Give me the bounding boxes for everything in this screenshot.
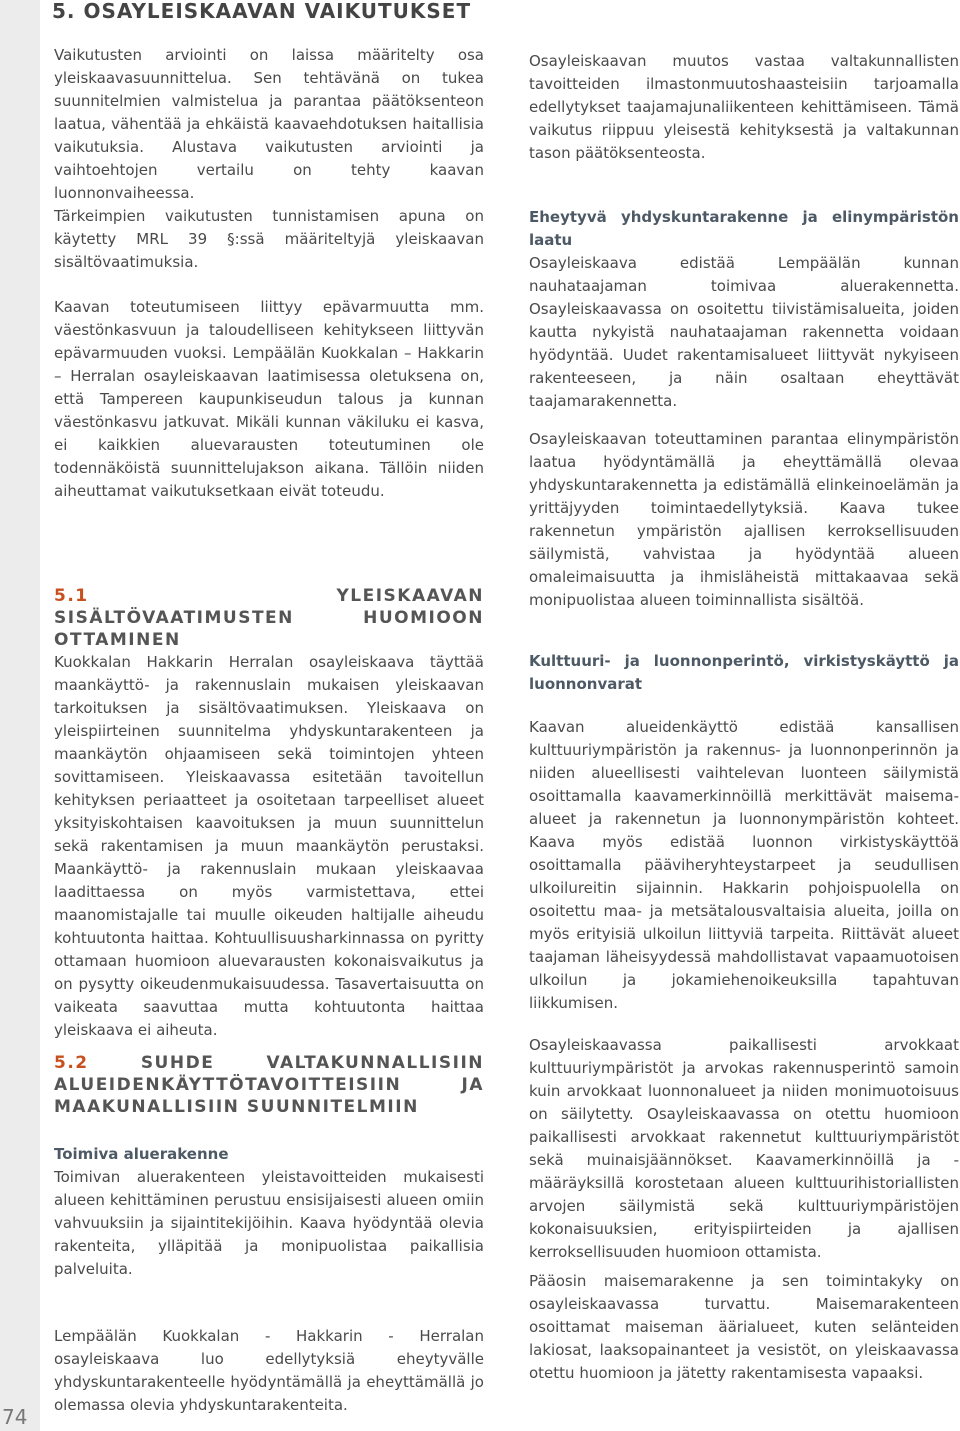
paikallisesti-text: Osayleiskaavassa paikallisesti arvokkaat kulttuuriympäristöt ja arvokas rakennusperintö samoin kuin arvokkaat luonnonalueet ja niiden monimuotoisuus on säilytetty. Osayleiskaavassa on otettu huomioon paikallisesti arvokkaat rakennetut kulttuuriympäristöt sekä muinaisjäännökset. Kaavamerkinnöillä ja -määräyksillä korostetaan alueen kulttuurihistoriallisten arvojen säilymistä sekä kulttuuriympäristöjen kokonaisuuksien, erityispiirteiden ja ajallisen kerroksellisuuden huomioon ottamista. <box>529 1036 959 1261</box>
climate-text: Osayleiskaavan muutos vastaa valtakunnallisten tavoitteiden ilmastonmuutoshaasteisiin tarjoamalla edellytykset taajamajunaliikenteen kehittämiseen. Tämä vaikutus riippuu yleisestä kehityksestä ja valtakunnan tason päätöksenteosta. <box>529 52 959 162</box>
uncertainty-text: Kaavan toteutumiseen liittyy epävarmuutta mm. väestönkasvuun ja taloudelliseen kehitykseen liittyvän epävarmuuden vuoksi. Lempäälän Kuokkalan – Hakkarin – Herralan osayleiskaavan laatimisessa oletuksena on, että Tampereen kaupunkiseudun talous ja kunnan väestönkasvu jatkuvat. Mikäli kunnan väkiluku ei kasva, ei kaikkien aluevarausten toteutuminen ole todennäköistä suunnittelujakson aikana. Tällöin niiden aiheuttamat vaikutuksetkaan eivät toteudu. <box>54 298 484 500</box>
toimiva-block <box>54 1143 484 1281</box>
eheytyva-block <box>529 206 959 413</box>
section-5-1-paragraph <box>54 651 484 1042</box>
kulttuuri-heading-block <box>529 650 959 696</box>
intro-text: Vaikutusten arviointi on laissa määritelty osa yleiskaavasuunnittelua. Sen tehtävänä on tukea suunnitelmien valmistelua ja parantaa päätöksenteon laatua, vähentää ja ehkäistä kaavaehdotuksen haitallisia vaikutuksia. Alustava vaikutusten arviointi ja vaihtoehtojen vertailu on tehty kaavan luonnonvaiheessa. <box>54 46 484 202</box>
toimiva-heading: Toimiva aluerakenne <box>54 1145 229 1163</box>
lempaala-paragraph <box>54 1325 484 1417</box>
eheytyva-text: Osayleiskaava edistää Lempäälän kunnan nauhataajaman toimivaa aluerakennetta. Osayleiskaavassa on osoitettu tiivistämisalueita, joiden kautta nykyistä nauhataajaman rakennetta voidaan hyödyntää. Uudet rakentamisalueet liittyvät nykyiseen rakenteeseen, ja näin osaltaan eheyttävät taajamarakennetta. <box>529 254 959 410</box>
kulttuuri-text: Kaavan alueidenkäyttö edistää kansallisen kulttuuriympäristön ja rakennus- ja luonnonperinnön ja niiden alueellisesti vaihtelevan luonteen säilymistä osoittamalla kaavamerkinnöillä merkittävät maisema-alueet ja rakennetun ja luonnonympäristön kohteet. Kaava myös edistää luonnon virkistyskäyttöä osoittamalla pääviheryhteystarpeet ja seudullisen ulkoilureitin sijainnin. Hakkarin pohjoispuolella on osoitettu maa- ja metsätalousvaltaisia alueita, joilla on myös erityisiä ulkoilun liittyviä tarpeita. Riittävät alueet taajaman läheisyydessä mahdollistavat vapaamuotoisen ulkoilun ja jokamiehenoikeuksilla tapahtuvan liikkumisen. <box>529 718 959 1012</box>
maisema-text: Pääosin maisemarakenne ja sen toimintakyky on osayleiskaavassa turvattu. Maisemarakenteen osoittamat maiseman äärialueet, kuten selänteiden lakiosat, laaksopainanteet ja vesistöt, on yleiskaavassa otettu huomioon ja jätetty rakentamisesta vapaaksi. <box>529 1272 959 1382</box>
uncertainty-paragraph <box>54 296 484 503</box>
page-number: 74 <box>2 1405 28 1429</box>
section-5-2-heading <box>54 1052 484 1118</box>
lempaala-text: Lempäälän Kuokkalan - Hakkarin - Herralan osayleiskaava luo edellytyksiä eheytyvälle yhdyskuntarakenteelle hyödyntämällä ja eheyttämällä jo olemassa olevia yhdyskuntarakenteita. <box>54 1327 484 1414</box>
section-5-1-number: 5.1 <box>54 586 89 606</box>
climate-paragraph <box>529 50 959 165</box>
kulttuuri-paragraph <box>529 716 959 1015</box>
eheytyva-paragraph-2 <box>529 428 959 612</box>
toimiva-text: Toimivan aluerakenteen yleistavoitteiden mukaisesti alueen kehittäminen perustuu ensisijaisesti alueen omiin vahvuuksiin ja sijaintitekijöihin. Kaava hyödyntää olevia rakenteita, ylläpitää ja monipuolistaa paikallisia palveluita. <box>54 1168 484 1278</box>
eheytyva-heading: Eheytyvä yhdyskuntarakenne ja elinympäristön laatu <box>529 208 959 249</box>
page-margin-strip <box>0 0 40 1431</box>
eheytyva-text-2: Osayleiskaavan toteuttaminen parantaa elinympäristön laatua hyödyntämällä ja eheyttämällä olevaa yhdyskuntarakennetta ja edistämällä elinkeinoelämän ja yrittäjyyden toimintaedellytyksiä. Kaava tukee rakennetun ympäristön ajallisen kerroksellisuuden säilymistä, vahvistaa ja hyödyntää alueen omaleimaisuutta ja ihmisläheistä mittakaavaa sekä monipuolistaa alueen toiminnallista sisältöä. <box>529 430 959 609</box>
section-5-1-heading <box>54 585 484 651</box>
paikallisesti-paragraph <box>529 1034 959 1264</box>
maisema-paragraph <box>529 1270 959 1385</box>
mrl-text: Tärkeimpien vaikutusten tunnistamisen apuna on käytetty MRL 39 §:ssä määriteltyjä yleiskaavan sisältövaatimuksia. <box>54 207 484 271</box>
section-5-2-number: 5.2 <box>54 1053 89 1073</box>
chapter-title: 5. OSAYLEISKAAVAN VAIKUTUKSET <box>52 0 472 23</box>
section-5-1-title: YLEISKAAVAN SISÄLTÖVAATIMUSTEN HUOMIOON OTTAMINEN <box>54 586 484 650</box>
mrl-paragraph <box>54 205 484 274</box>
intro-paragraph <box>54 44 484 205</box>
section-5-2-title: SUHDE VALTAKUNNALLISIIN ALUEIDENKÄYTTÖTAVOITTEISIIN JA MAAKUNALLISIIN SUUNNITELMIIN <box>54 1053 485 1117</box>
section-5-1-text: Kuokkalan Hakkarin Herralan osayleiskaava täyttää maankäyttö- ja rakennuslain mukaisen yleiskaavan tarkoituksen ja sisältövaatimuksen. Yleiskaava on yleispiirteinen suunnitelma yhdyskuntarakenteen ja maankäytön ohjaamiseen sekä toimintojen yhteen sovittamiseen. Yleiskaavassa esitetään tavoitellun kehityksen periaatteet ja osoitetaan tarpeelliset alueet yksityiskohtaisen kaavoituksen ja muun suunnittelun sekä rakentamisen ja muun maankäytön perustaksi. Maankäyttö- ja rakennuslain mukaan yleiskaavaa laadittaessa on myös varmistettava, ettei maanomistajalle tai muulle oikeuden haltijalle aiheudu kohtuutonta haittaa. Kohtuullisuusharkinnassa on pyritty ottamaan huomioon aluevarausten kokonaisvaikutus ja on pysytty oikeudenmukaisuudessa. Tasavertaisuutta on vaikeata saavuttaa mutta kohtuutonta haittaa yleiskaava ei aiheuta. <box>54 653 484 1039</box>
kulttuuri-heading: Kulttuuri- ja luonnonperintö, virkistyskäyttö ja luonnonvarat <box>529 652 959 693</box>
